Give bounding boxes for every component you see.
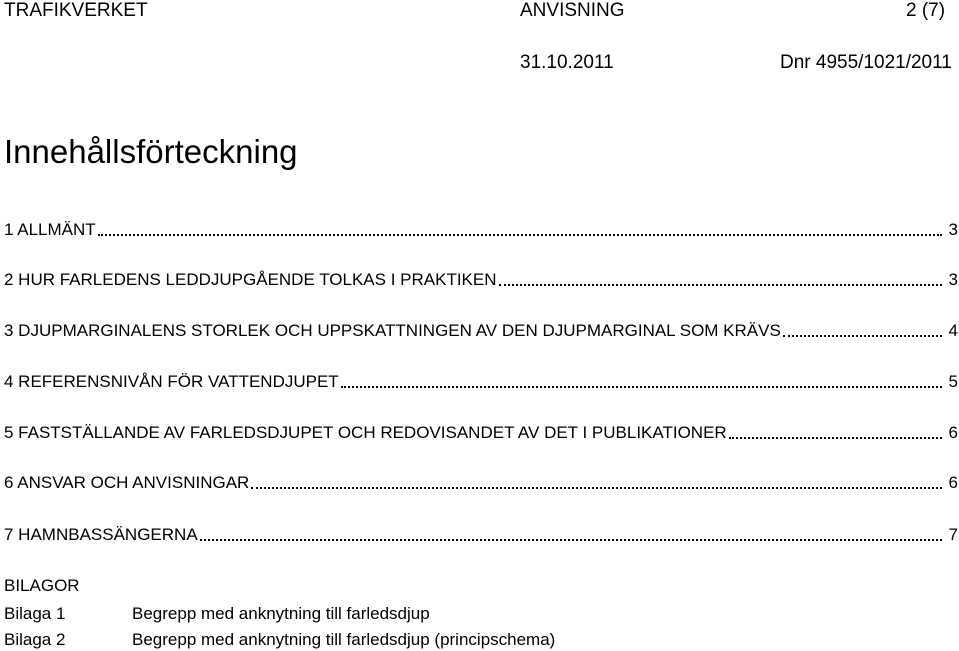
header-document-type: ANVISNING — [520, 0, 625, 21]
header-page-number: 2 (7) — [906, 0, 946, 21]
toc-title: Innehållsförteckning — [4, 133, 298, 170]
toc-entry-page: 3 — [948, 220, 958, 239]
toc-dot-leader — [98, 234, 942, 236]
appendix-description: Begrepp med anknytning till farledsdjup — [132, 604, 430, 623]
toc-dot-leader — [251, 487, 942, 489]
appendix-id: Bilaga 1 — [4, 604, 66, 623]
toc-entry-label: 6 ANSVAR OCH ANVISNINGAR — [4, 473, 250, 492]
header-date: 31.10.2011 — [520, 52, 614, 73]
toc-entry-page: 6 — [948, 423, 958, 442]
appendix-description: Begrepp med anknytning till farledsdjup (principschema) — [132, 630, 556, 649]
toc-dot-leader — [729, 437, 942, 439]
toc-dot-leader — [341, 386, 942, 388]
toc-entry[interactable] — [4, 318, 958, 342]
toc-entry[interactable] — [4, 470, 958, 494]
header-organization: TRAFIKVERKET — [4, 0, 148, 21]
toc-entry-page: 7 — [948, 525, 958, 544]
toc-entry-page: 6 — [948, 473, 958, 492]
toc-entry[interactable] — [4, 217, 958, 241]
toc-entry-label: 3 DJUPMARGINALENS STORLEK OCH UPPSKATTNINGEN AV DEN DJUPMARGINAL SOM KRÄVS — [4, 321, 781, 340]
appendices-heading: BILAGOR — [4, 576, 80, 595]
toc-dot-leader — [499, 284, 942, 286]
toc-entry[interactable] — [4, 369, 958, 393]
toc-entry[interactable] — [4, 267, 958, 291]
toc-entry-page: 5 — [948, 372, 958, 391]
toc-dot-leader — [783, 335, 942, 337]
toc-entry-label: 5 FASTSTÄLLANDE AV FARLEDSDJUPET OCH REDOVISANDET AV DET I PUBLIKATIONER — [4, 423, 727, 442]
toc-entry[interactable] — [4, 522, 958, 546]
toc-entry-label: 1 ALLMÄNT — [4, 220, 96, 239]
toc-entry[interactable] — [4, 420, 958, 444]
toc-entry-page: 4 — [948, 321, 958, 340]
toc-entry-label: 2 HUR FARLEDENS LEDDJUPGÅENDE TOLKAS I PRAKTIKEN — [4, 270, 497, 289]
toc-entry-label: 4 REFERENSNIVÅN FÖR VATTENDJUPET — [4, 372, 339, 391]
header-reference-number: Dnr 4955/1021/2011 — [780, 52, 952, 73]
toc-entry-label: 7 HAMNBASSÄNGERNA — [4, 525, 198, 544]
toc-dot-leader — [200, 539, 942, 541]
toc-entry-page: 3 — [948, 270, 958, 289]
appendix-id: Bilaga 2 — [4, 630, 66, 649]
